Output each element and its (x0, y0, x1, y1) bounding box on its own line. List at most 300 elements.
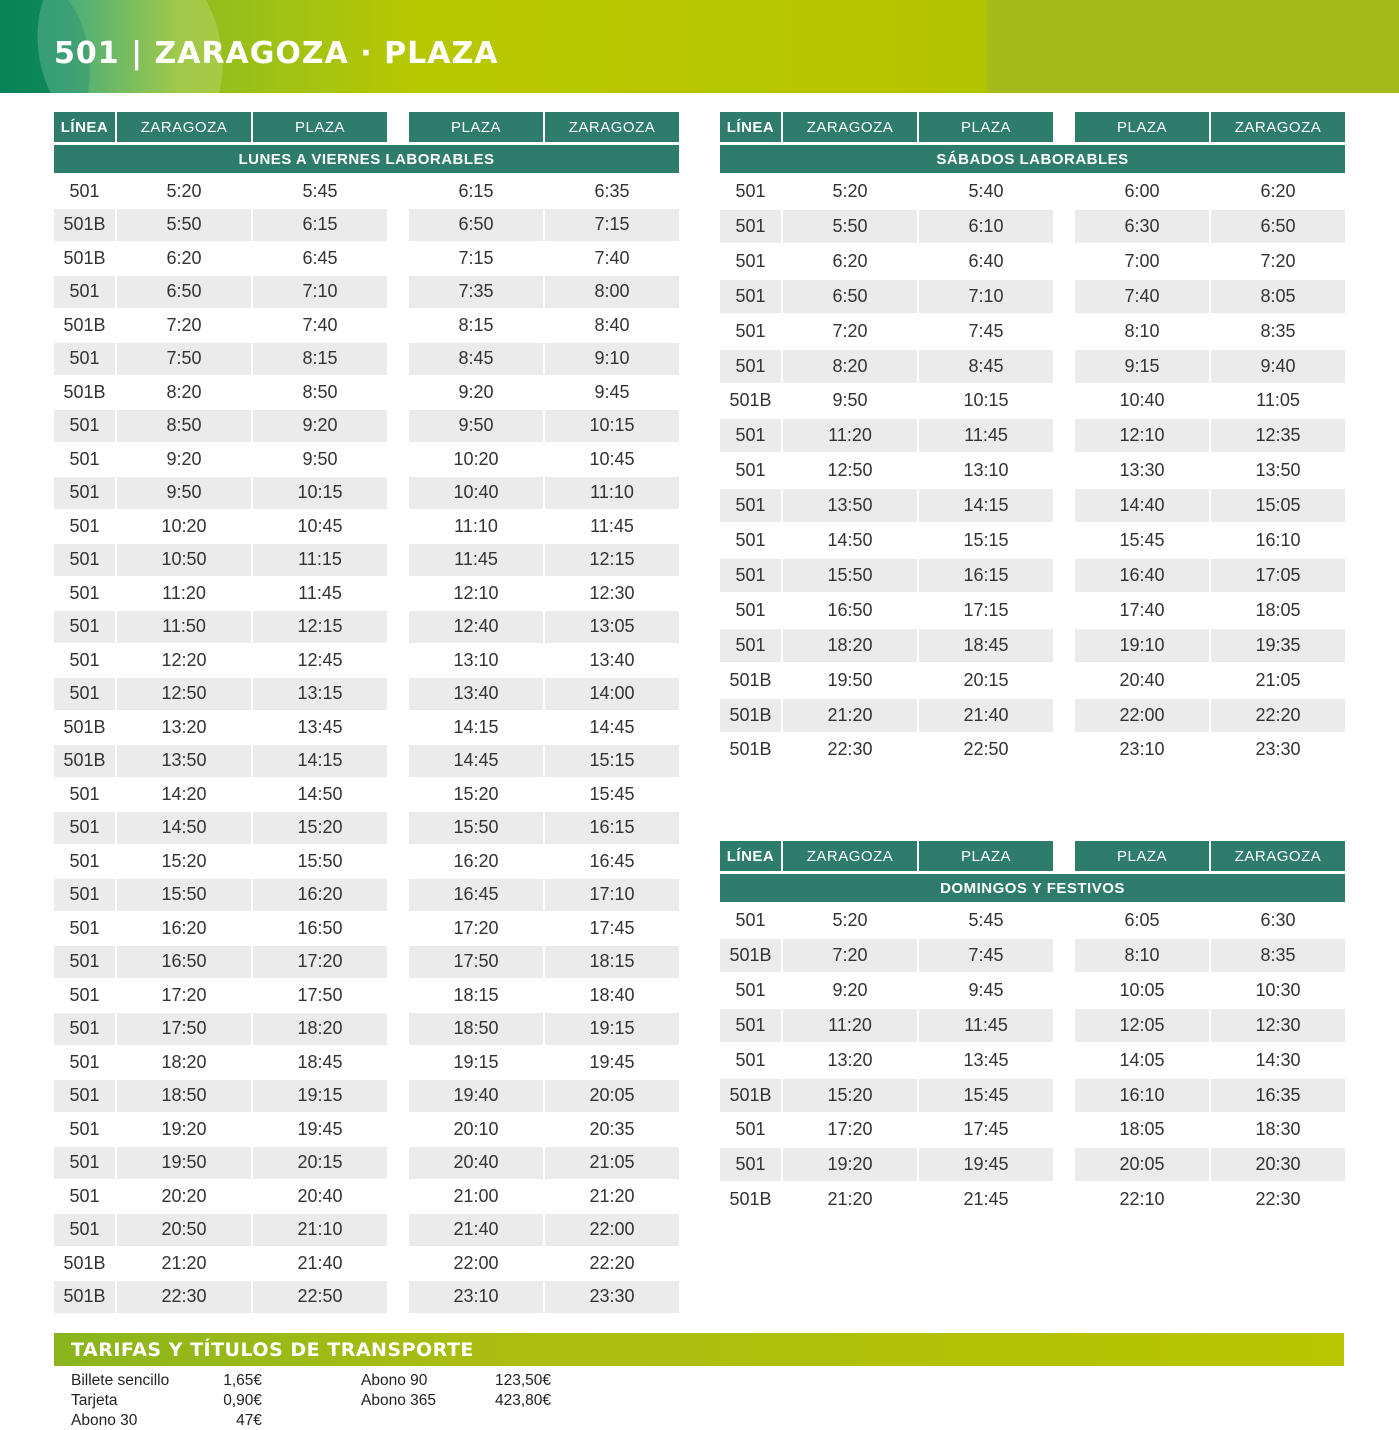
time-cell: 7:20 (783, 939, 917, 972)
time-cell: 17:20 (161, 984, 207, 1005)
table-row (720, 419, 1345, 452)
time-cell: 7:10 (919, 280, 1053, 313)
time-cell: 15:45 (1119, 530, 1165, 550)
time-cell: 11:50 (117, 611, 251, 643)
line-cell: 501B (720, 939, 781, 972)
column-header-line: LÍNEA (720, 841, 781, 871)
table-row (54, 276, 679, 308)
time-cell: 19:45 (297, 1118, 343, 1139)
time-cell: 20:40 (409, 1147, 543, 1179)
time-cell: 11:20 (783, 1009, 917, 1042)
table-row (720, 1113, 1345, 1146)
line-cell: 501 (54, 410, 115, 442)
table-row (720, 384, 1345, 417)
time-cell: 19:50 (117, 1147, 251, 1179)
time-cell: 8:20 (166, 381, 202, 402)
time-cell: 13:45 (963, 1049, 1009, 1070)
time-cell: 17:10 (545, 879, 679, 911)
column-header-plaza: PLAZA (253, 112, 387, 142)
time-cell: 14:15 (453, 716, 499, 737)
time-cell: 7:40 (594, 247, 630, 268)
time-cell: 9:20 (458, 381, 494, 402)
time-cell: 14:20 (161, 783, 207, 804)
time-cell: 17:15 (963, 599, 1009, 620)
time-cell: 18:05 (1255, 599, 1301, 620)
time-cell: 7:00 (1124, 250, 1160, 271)
time-cell: 23:30 (545, 1281, 679, 1313)
time-cell: 6:30 (1260, 910, 1296, 930)
time-cell: 22:00 (1075, 699, 1209, 732)
line-cell: 501 (69, 649, 100, 670)
time-cell: 6:05 (1124, 910, 1160, 930)
line-cell: 501 (69, 582, 100, 603)
time-cell: 13:15 (253, 678, 387, 710)
table-row (720, 1044, 1345, 1077)
banner-right-panel (988, 0, 1399, 93)
time-cell: 14:40 (1075, 489, 1209, 522)
time-cell: 17:45 (589, 917, 635, 938)
time-cell: 15:20 (253, 812, 387, 844)
time-cell: 5:45 (302, 180, 338, 201)
table-row (54, 510, 679, 542)
column-header-plaza: PLAZA (919, 841, 1053, 871)
time-cell: 13:05 (545, 611, 679, 643)
time-cell: 9:45 (594, 381, 630, 402)
time-cell: 19:50 (827, 669, 873, 690)
column-header-plaza: PLAZA (1075, 841, 1209, 871)
line-cell: 501 (54, 611, 115, 643)
table-row (54, 1080, 679, 1112)
table-row (54, 443, 679, 475)
time-cell: 6:50 (783, 280, 917, 313)
time-cell: 11:20 (783, 419, 917, 452)
time-cell: 13:10 (453, 649, 499, 670)
column-header-zaragoza: ZARAGOZA (783, 841, 917, 871)
time-cell: 5:40 (968, 181, 1004, 201)
time-cell: 11:10 (454, 515, 498, 536)
line-cell: 501 (54, 1147, 115, 1179)
time-cell: 7:15 (458, 247, 494, 268)
line-cell: 501B (729, 1189, 772, 1210)
header-banner (0, 0, 1399, 93)
time-cell: 19:20 (783, 1148, 917, 1181)
line-cell: 501 (69, 850, 100, 871)
time-cell: 6:50 (409, 209, 543, 241)
time-cell: 12:30 (589, 582, 635, 603)
table-row (720, 1079, 1345, 1112)
time-cell: 8:15 (458, 314, 494, 335)
time-cell: 14:45 (409, 745, 543, 777)
time-cell: 15:20 (161, 850, 207, 871)
time-cell: 6:50 (117, 276, 251, 308)
time-cell: 9:45 (968, 979, 1004, 1000)
table-row (54, 678, 679, 710)
time-cell: 16:45 (409, 879, 543, 911)
time-cell: 13:20 (161, 716, 207, 737)
time-cell: 18:50 (117, 1080, 251, 1112)
line-cell: 501 (69, 783, 100, 804)
column-header-line: LÍNEA (720, 112, 781, 142)
time-cell: 7:15 (545, 209, 679, 241)
line-cell: 501 (69, 515, 100, 536)
timetable-weekdays (54, 112, 679, 1314)
time-cell: 8:20 (783, 350, 917, 383)
time-cell: 8:00 (545, 276, 679, 308)
time-cell: 13:10 (963, 460, 1009, 481)
line-cell: 501B (54, 209, 115, 241)
table-row (54, 711, 679, 743)
time-cell: 5:20 (832, 910, 868, 930)
column-header-zaragoza: ZARAGOZA (783, 112, 917, 142)
time-cell: 9:15 (1075, 350, 1209, 383)
time-cell: 5:50 (117, 209, 251, 241)
time-cell: 16:10 (1255, 530, 1301, 550)
time-cell: 17:50 (117, 1013, 251, 1045)
section-label: SÁBADOS LABORABLES (720, 145, 1345, 173)
time-cell: 22:30 (827, 739, 873, 760)
time-cell: 8:45 (919, 350, 1053, 383)
time-cell: 12:15 (545, 544, 679, 576)
time-cell: 20:20 (161, 1185, 207, 1206)
time-cell: 7:45 (919, 939, 1053, 972)
time-cell: 17:45 (963, 1119, 1009, 1140)
time-cell: 19:40 (409, 1080, 543, 1112)
time-cell: 6:50 (1211, 210, 1345, 243)
time-cell: 22:00 (545, 1214, 679, 1246)
time-cell: 11:10 (545, 477, 679, 509)
line-cell: 501 (54, 1080, 115, 1112)
time-cell: 22:50 (963, 739, 1009, 760)
page-title: 501 | ZARAGOZA · PLAZA (54, 36, 499, 71)
line-cell: 501 (69, 1118, 100, 1139)
time-cell: 22:00 (453, 1252, 499, 1273)
line-cell: 501 (54, 1214, 115, 1246)
time-cell: 9:20 (166, 448, 202, 469)
time-cell: 19:15 (253, 1080, 387, 1112)
tariff-name: Abono 90 (361, 1372, 428, 1389)
time-cell: 16:50 (297, 917, 343, 938)
line-cell: 501 (735, 530, 766, 550)
time-cell: 11:20 (162, 582, 206, 603)
line-cell: 501 (720, 419, 781, 452)
line-cell: 501 (69, 1051, 100, 1072)
time-cell: 13:50 (1255, 460, 1301, 481)
line-cell: 501 (69, 917, 100, 938)
line-cell: 501 (54, 812, 115, 844)
line-cell: 501B (720, 699, 781, 732)
line-cell: 501B (54, 1281, 115, 1313)
line-cell: 501 (720, 559, 781, 592)
line-cell: 501B (63, 314, 106, 335)
line-cell: 501 (54, 343, 115, 375)
time-cell: 9:10 (545, 343, 679, 375)
line-cell: 501 (720, 629, 781, 662)
time-cell: 20:15 (253, 1147, 387, 1179)
table-row (54, 1113, 679, 1145)
line-cell: 501 (735, 910, 766, 930)
time-cell: 16:50 (827, 599, 873, 620)
time-cell: 11:15 (253, 544, 387, 576)
time-cell: 21:20 (589, 1185, 635, 1206)
tariff-name: Abono 30 (71, 1412, 138, 1429)
time-cell: 12:35 (1211, 419, 1345, 452)
time-cell: 7:40 (1075, 280, 1209, 313)
column-header-zaragoza: ZARAGOZA (1211, 112, 1345, 142)
line-cell: 501B (729, 739, 772, 760)
time-cell: 16:20 (253, 879, 387, 911)
tariff-price: 423,80€ (494, 1392, 551, 1409)
line-cell: 501 (735, 1119, 766, 1140)
time-cell: 21:10 (253, 1214, 387, 1246)
time-cell: 18:15 (545, 946, 679, 978)
time-cell: 18:45 (919, 629, 1053, 662)
time-cell: 14:00 (545, 678, 679, 710)
time-cell: 21:45 (963, 1189, 1009, 1210)
line-cell: 501 (69, 180, 100, 201)
time-cell: 20:10 (453, 1118, 499, 1139)
table-row (54, 577, 679, 609)
table-row (720, 629, 1345, 662)
time-cell: 13:40 (409, 678, 543, 710)
table-row (54, 845, 679, 877)
time-cell: 12:05 (1075, 1009, 1209, 1042)
time-cell: 15:50 (117, 879, 251, 911)
line-cell: 501B (63, 247, 106, 268)
time-cell: 7:20 (1260, 250, 1296, 271)
time-cell: 19:45 (919, 1148, 1053, 1181)
time-cell: 16:10 (1075, 1079, 1209, 1112)
time-cell: 9:50 (832, 390, 868, 411)
time-cell: 17:05 (1211, 559, 1345, 592)
time-cell: 6:30 (1075, 210, 1209, 243)
time-cell: 21:40 (297, 1252, 343, 1273)
table-row (54, 1281, 679, 1313)
time-cell: 9:50 (302, 448, 338, 469)
line-cell: 501 (735, 250, 766, 271)
time-cell: 16:15 (545, 812, 679, 844)
tariff-name: Billete sencillo (71, 1372, 170, 1389)
table-row (720, 350, 1345, 383)
section-label: LUNES A VIERNES LABORABLES (54, 145, 679, 173)
table-row (54, 477, 679, 509)
time-cell: 21:05 (545, 1147, 679, 1179)
table-row (54, 912, 679, 944)
table-row (54, 644, 679, 676)
time-cell: 17:40 (1119, 599, 1165, 620)
line-cell: 501 (54, 544, 115, 576)
time-cell: 23:10 (1119, 739, 1165, 760)
tariff-price: 123,50€ (494, 1372, 551, 1389)
time-cell: 13:50 (117, 745, 251, 777)
line-cell: 501 (54, 276, 115, 308)
time-cell: 14:50 (297, 783, 343, 804)
time-cell: 18:15 (453, 984, 499, 1005)
time-cell: 10:45 (589, 448, 635, 469)
time-cell: 16:40 (1075, 559, 1209, 592)
time-cell: 20:50 (117, 1214, 251, 1246)
time-cell: 17:20 (253, 946, 387, 978)
time-cell: 13:30 (1119, 460, 1165, 481)
time-cell: 12:10 (453, 582, 499, 603)
time-cell: 20:05 (545, 1080, 679, 1112)
table-row (54, 1180, 679, 1212)
time-cell: 14:30 (1255, 1049, 1301, 1070)
time-cell: 21:20 (161, 1252, 207, 1273)
time-cell: 7:35 (409, 276, 543, 308)
time-cell: 16:20 (161, 917, 207, 938)
time-cell: 18:20 (783, 629, 917, 662)
column-header-zaragoza: ZARAGOZA (545, 112, 679, 142)
table-row (54, 979, 679, 1011)
line-cell: 501 (735, 979, 766, 1000)
time-cell: 21:20 (827, 1189, 873, 1210)
line-cell: 501 (54, 1013, 115, 1045)
line-cell: 501 (735, 1049, 766, 1070)
time-cell: 18:20 (253, 1013, 387, 1045)
table-row (720, 1148, 1345, 1181)
line-cell: 501 (54, 678, 115, 710)
line-cell: 501B (729, 390, 772, 411)
time-cell: 15:50 (297, 850, 343, 871)
table-row (720, 210, 1345, 243)
time-cell: 7:40 (302, 314, 338, 335)
time-cell: 20:35 (589, 1118, 635, 1139)
column-header-zaragoza: ZARAGOZA (1211, 841, 1345, 871)
time-cell: 13:20 (827, 1049, 873, 1070)
table-row (54, 242, 679, 274)
line-cell: 501 (720, 280, 781, 313)
time-cell: 5:20 (832, 181, 868, 201)
tariff-price: 0,90€ (223, 1392, 262, 1409)
time-cell: 10:15 (963, 390, 1009, 411)
time-cell: 17:50 (409, 946, 543, 978)
line-cell: 501 (720, 1009, 781, 1042)
time-cell: 20:40 (297, 1185, 343, 1206)
table-row (54, 778, 679, 810)
table-row (54, 343, 679, 375)
time-cell: 5:20 (166, 180, 202, 201)
table-row (54, 1013, 679, 1045)
line-cell: 501 (735, 599, 766, 620)
time-cell: 6:35 (594, 180, 630, 201)
table-row (720, 904, 1345, 937)
time-cell: 6:00 (1124, 181, 1160, 201)
time-cell: 12:20 (161, 649, 207, 670)
time-cell: 21:40 (409, 1214, 543, 1246)
time-cell: 8:50 (302, 381, 338, 402)
table-row (54, 209, 679, 241)
column-header-plaza: PLAZA (409, 112, 543, 142)
time-cell: 9:50 (117, 477, 251, 509)
time-cell: 10:40 (1119, 390, 1165, 411)
table-row (720, 245, 1345, 278)
time-cell: 6:15 (253, 209, 387, 241)
time-cell: 6:20 (166, 247, 202, 268)
column-header-plaza: PLAZA (919, 112, 1053, 142)
tariff-name: Abono 365 (361, 1392, 436, 1409)
time-cell: 21:20 (783, 699, 917, 732)
time-cell: 18:50 (409, 1013, 543, 1045)
line-cell: 501 (735, 460, 766, 481)
time-cell: 5:50 (783, 210, 917, 243)
time-cell: 15:45 (589, 783, 635, 804)
table-row (720, 175, 1345, 208)
tariffs-title: TARIFAS Y TÍTULOS DE TRANSPORTE (54, 1333, 1344, 1366)
time-cell: 11:45 (590, 515, 634, 536)
time-cell: 9:20 (832, 979, 868, 1000)
table-row (720, 939, 1345, 972)
time-cell: 9:20 (253, 410, 387, 442)
time-cell: 8:35 (1211, 939, 1345, 972)
time-cell: 14:50 (827, 530, 873, 550)
time-cell: 20:40 (1119, 669, 1165, 690)
time-cell: 17:50 (297, 984, 343, 1005)
time-cell: 10:20 (453, 448, 499, 469)
line-cell: 501 (720, 489, 781, 522)
line-cell: 501 (54, 946, 115, 978)
time-cell: 10:45 (297, 515, 343, 536)
line-cell: 501 (54, 477, 115, 509)
time-cell: 12:45 (297, 649, 343, 670)
time-cell: 14:15 (253, 745, 387, 777)
line-cell: 501 (735, 181, 766, 201)
table-row (720, 664, 1345, 697)
line-cell: 501B (729, 669, 772, 690)
time-cell: 14:50 (117, 812, 251, 844)
table-row (720, 315, 1345, 348)
time-cell: 23:10 (409, 1281, 543, 1313)
time-cell: 7:20 (166, 314, 202, 335)
time-cell: 18:40 (589, 984, 635, 1005)
time-cell: 22:20 (1211, 699, 1345, 732)
table-row (54, 544, 679, 576)
table-row (720, 974, 1345, 1007)
time-cell: 9:40 (1211, 350, 1345, 383)
time-cell: 23:30 (1255, 739, 1301, 760)
line-cell: 501 (54, 879, 115, 911)
table-row (720, 559, 1345, 592)
time-cell: 11:45 (409, 544, 543, 576)
time-cell: 15:50 (783, 559, 917, 592)
time-cell: 10:05 (1119, 979, 1165, 1000)
time-cell: 11:45 (919, 419, 1053, 452)
time-cell: 12:50 (827, 460, 873, 481)
time-cell: 21:40 (919, 699, 1053, 732)
time-cell: 13:50 (783, 489, 917, 522)
time-cell: 12:40 (409, 611, 543, 643)
time-cell: 6:10 (919, 210, 1053, 243)
time-cell: 8:15 (253, 343, 387, 375)
table-row (720, 1183, 1345, 1216)
time-cell: 19:45 (589, 1051, 635, 1072)
time-cell: 15:15 (545, 745, 679, 777)
time-cell: 14:05 (1119, 1049, 1165, 1070)
time-cell: 10:20 (161, 515, 207, 536)
time-cell: 13:40 (589, 649, 635, 670)
line-cell: 501 (720, 210, 781, 243)
time-cell: 21:05 (1255, 669, 1301, 690)
table-row (54, 611, 679, 643)
time-cell: 19:10 (1075, 629, 1209, 662)
table-row (54, 1247, 679, 1279)
line-cell: 501B (63, 716, 106, 737)
time-cell: 8:40 (594, 314, 630, 335)
time-cell: 18:45 (297, 1051, 343, 1072)
time-cell: 15:05 (1211, 489, 1345, 522)
time-cell: 6:15 (458, 180, 494, 201)
time-cell: 15:20 (783, 1079, 917, 1112)
time-cell: 18:20 (161, 1051, 207, 1072)
